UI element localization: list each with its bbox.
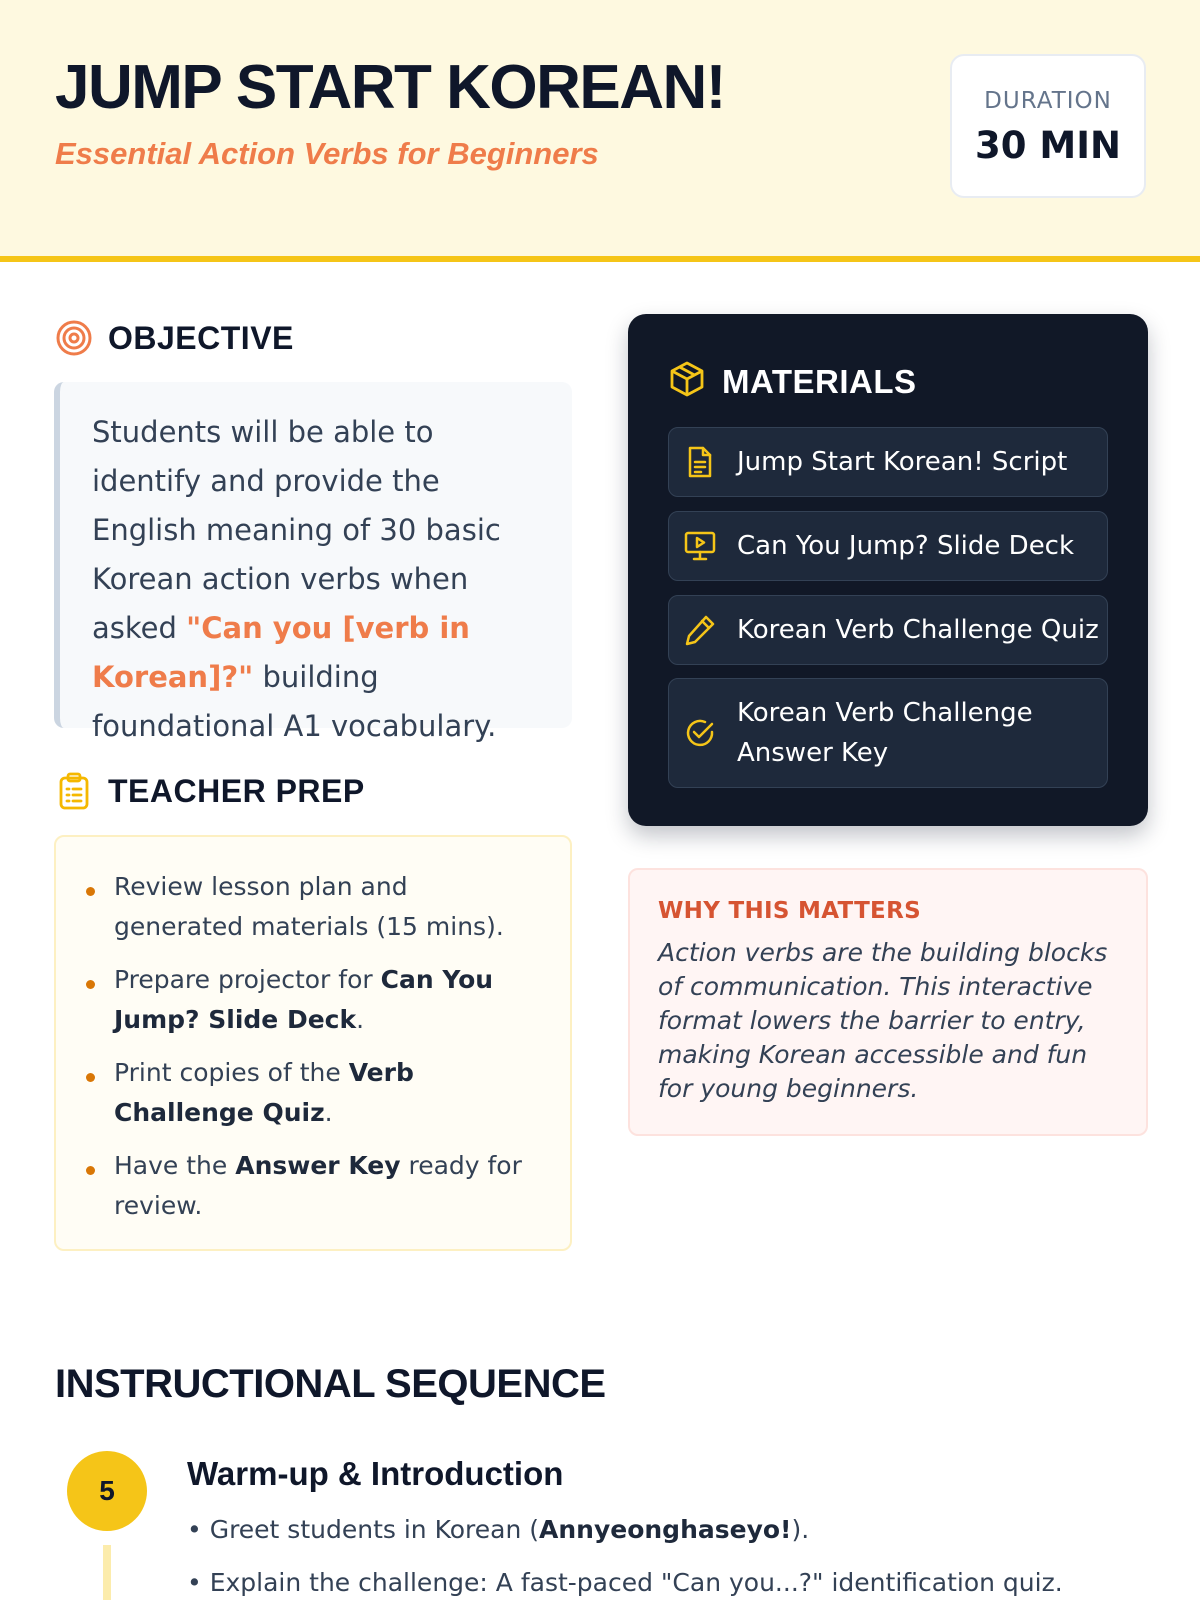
package-icon <box>668 360 706 403</box>
page-subtitle: Essential Action Verbs for Beginners <box>55 136 599 171</box>
prep-text: ready for review. <box>114 1151 522 1220</box>
bullet-dot <box>86 887 95 896</box>
objective-text-before: Students will be able to identify and provide the English meaning of 30 basic Korean action verbs when asked <box>92 415 501 645</box>
why-text: Action verbs are the building blocks of communication. This interactive format lowers the barrier to entry, making Korean accessible and fun for young beginners. <box>658 938 1108 1103</box>
objective-highlight: "Can you [verb in Korean]?" <box>92 611 470 694</box>
prep-bold: Verb Challenge Quiz <box>114 1058 414 1127</box>
page-header <box>0 0 1200 262</box>
material-label: Korean Verb Challenge Answer Key <box>737 698 1033 768</box>
target-icon <box>54 318 94 358</box>
material-item-quiz[interactable] <box>668 595 1108 665</box>
prep-text: Prepare projector for <box>114 965 381 994</box>
duration-label: DURATION <box>984 88 1112 114</box>
prep-text: . <box>356 1005 365 1034</box>
objective-text-after: building foundational A1 vocabulary. <box>92 660 497 743</box>
step-minutes-badge: 5 <box>67 1451 147 1531</box>
objective-heading-text: OBJECTIVE <box>108 319 294 356</box>
bullet-dot <box>86 980 95 989</box>
prep-text: . <box>324 1098 333 1127</box>
materials-heading <box>668 360 917 403</box>
document-icon <box>683 445 717 479</box>
why-title: WHY THIS MATTERS <box>658 898 921 924</box>
material-item-answer-key[interactable] <box>668 678 1108 788</box>
prep-item <box>86 1146 540 1226</box>
step-point-text: ). <box>791 1515 810 1544</box>
check-circle-icon <box>683 716 717 750</box>
prep-bold: Can You Jump? Slide Deck <box>114 965 494 1034</box>
prep-text: Have the <box>114 1151 236 1180</box>
step-timeline-line <box>103 1545 111 1600</box>
prep-item <box>86 1053 540 1133</box>
material-label: Jump Start Korean! Script <box>737 447 1068 477</box>
material-label: Can You Jump? Slide Deck <box>737 531 1075 561</box>
prep-bold: Answer Key <box>235 1151 401 1180</box>
page-title: JUMP START KOREAN! <box>55 53 725 122</box>
duration-card <box>950 54 1146 198</box>
why-this-matters-box <box>628 868 1148 1136</box>
prep-item <box>86 867 540 947</box>
bullet-dot <box>86 1073 95 1082</box>
material-item-script[interactable] <box>668 427 1108 497</box>
prep-text: Review lesson plan and generated materials (15 mins). <box>114 872 504 941</box>
teacher-prep-heading <box>54 771 365 811</box>
sequence-heading: INSTRUCTIONAL SEQUENCE <box>55 1362 606 1406</box>
step-point-bold: Annyeonghaseyo! <box>539 1515 792 1544</box>
step-point-text: • Greet students in Korean ( <box>187 1515 540 1544</box>
step-title: Warm-up & Introduction <box>187 1455 564 1492</box>
presentation-icon <box>683 529 717 563</box>
material-label: Korean Verb Challenge Quiz <box>737 615 1099 645</box>
pencil-icon <box>683 613 717 647</box>
materials-heading-text: MATERIALS <box>722 362 917 400</box>
objective-box <box>54 382 572 743</box>
material-item-slide-deck[interactable] <box>668 511 1108 581</box>
prep-text: Print copies of the <box>114 1058 349 1087</box>
teacher-prep-box <box>54 835 572 1251</box>
step-point <box>187 1568 1063 1597</box>
teacher-prep-heading-text: TEACHER PREP <box>108 772 365 809</box>
step-point <box>187 1515 809 1544</box>
bullet-dot <box>86 1166 95 1175</box>
step-point-text: • Explain the challenge: A fast-paced "Can you...?" identification quiz. <box>187 1568 1063 1597</box>
duration-value: 30 MIN <box>975 124 1121 167</box>
prep-item <box>86 960 540 1040</box>
objective-heading <box>54 318 294 358</box>
materials-panel <box>628 314 1148 826</box>
clipboard-icon <box>54 771 94 811</box>
